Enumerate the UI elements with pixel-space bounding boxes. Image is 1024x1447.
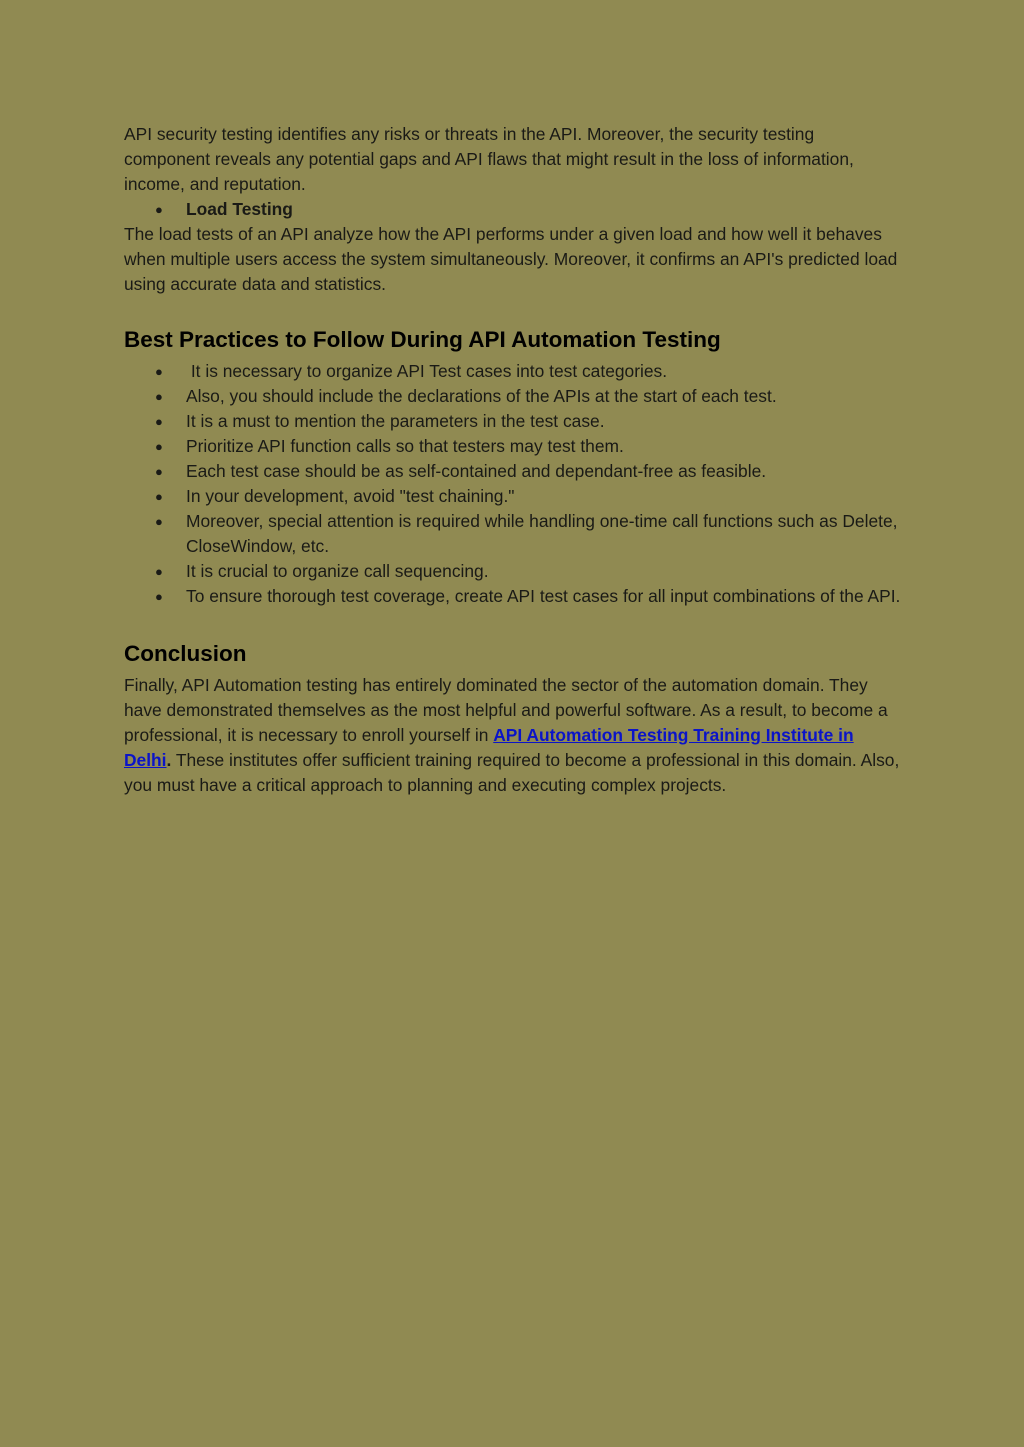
list-item	[124, 584, 904, 609]
document-page	[124, 122, 904, 798]
bullet-icon: ●	[155, 364, 163, 379]
intro-paragraph: API security testing identifies any risks or threats in the API. Moreover, the security testing component reveals any potential gaps and API flaws that might result in the loss of information, income, and reputation.	[124, 124, 854, 194]
bullet-icon: ●	[155, 414, 163, 429]
conclusion-text-after: These institutes offer sufficient training required to become a professional in this domain. Also, you must have a critical approach to planning and executing complex projects.	[124, 750, 900, 795]
bullet-icon: ●	[155, 464, 163, 479]
list-item-text: It is a must to mention the parameters in the test case.	[186, 411, 605, 431]
load-testing-list	[124, 197, 904, 222]
list-item-text: To ensure thorough test coverage, create API test cases for all input combinations of the API.	[186, 586, 901, 606]
list-item	[124, 509, 904, 559]
list-item	[124, 434, 904, 459]
list-item-text: Also, you should include the declarations of the APIs at the start of each test.	[186, 386, 777, 406]
list-item-text: It is crucial to organize call sequencing.	[186, 561, 489, 581]
list-item-text: Prioritize API function calls so that testers may test them.	[186, 436, 624, 456]
bullet-icon: ●	[155, 589, 163, 604]
conclusion-paragraph	[124, 673, 904, 798]
list-item-text: Each test case should be as self-contained and dependant-free as feasible.	[186, 461, 767, 481]
list-item	[124, 484, 904, 509]
list-item-text: Moreover, special attention is required while handling one-time call functions such as Delete, CloseWindow, etc.	[186, 511, 898, 556]
list-item	[124, 384, 904, 409]
list-item-text: In your development, avoid "test chaining."	[186, 486, 515, 506]
list-item	[124, 559, 904, 584]
load-testing-paragraph: The load tests of an API analyze how the API performs under a given load and how well it behaves when multiple users access the system simultaneously. Moreover, it confirms an API's predicted load using accurate data and statistics.	[124, 224, 898, 294]
conclusion-period: .	[166, 750, 172, 770]
list-item-text: It is necessary to organize API Test cases into test categories.	[186, 361, 668, 381]
bullet-icon: ●	[155, 489, 163, 504]
list-item	[124, 359, 904, 384]
load-testing-item	[124, 197, 904, 222]
list-item	[124, 409, 904, 434]
bullet-icon: ●	[155, 202, 163, 217]
bullet-icon: ●	[155, 564, 163, 579]
list-item	[124, 459, 904, 484]
best-practices-list	[124, 359, 904, 609]
conclusion-text-before: Finally, API Automation testing has entirely dominated the sector of the automation domain. They have demonstrated themselves as the most helpful and powerful software. As a result, to become a professional, it is necessary to enroll yourself in	[124, 675, 888, 745]
bullet-icon: ●	[155, 514, 163, 529]
load-testing-heading: Load Testing	[186, 199, 293, 219]
bullet-icon: ●	[155, 389, 163, 404]
bullet-icon: ●	[155, 439, 163, 454]
conclusion-heading: Conclusion	[124, 641, 247, 666]
best-practices-heading: Best Practices to Follow During API Automation Testing	[124, 327, 721, 352]
training-institute-link[interactable]: API Automation Testing Training Institute in Delhi	[124, 725, 854, 770]
